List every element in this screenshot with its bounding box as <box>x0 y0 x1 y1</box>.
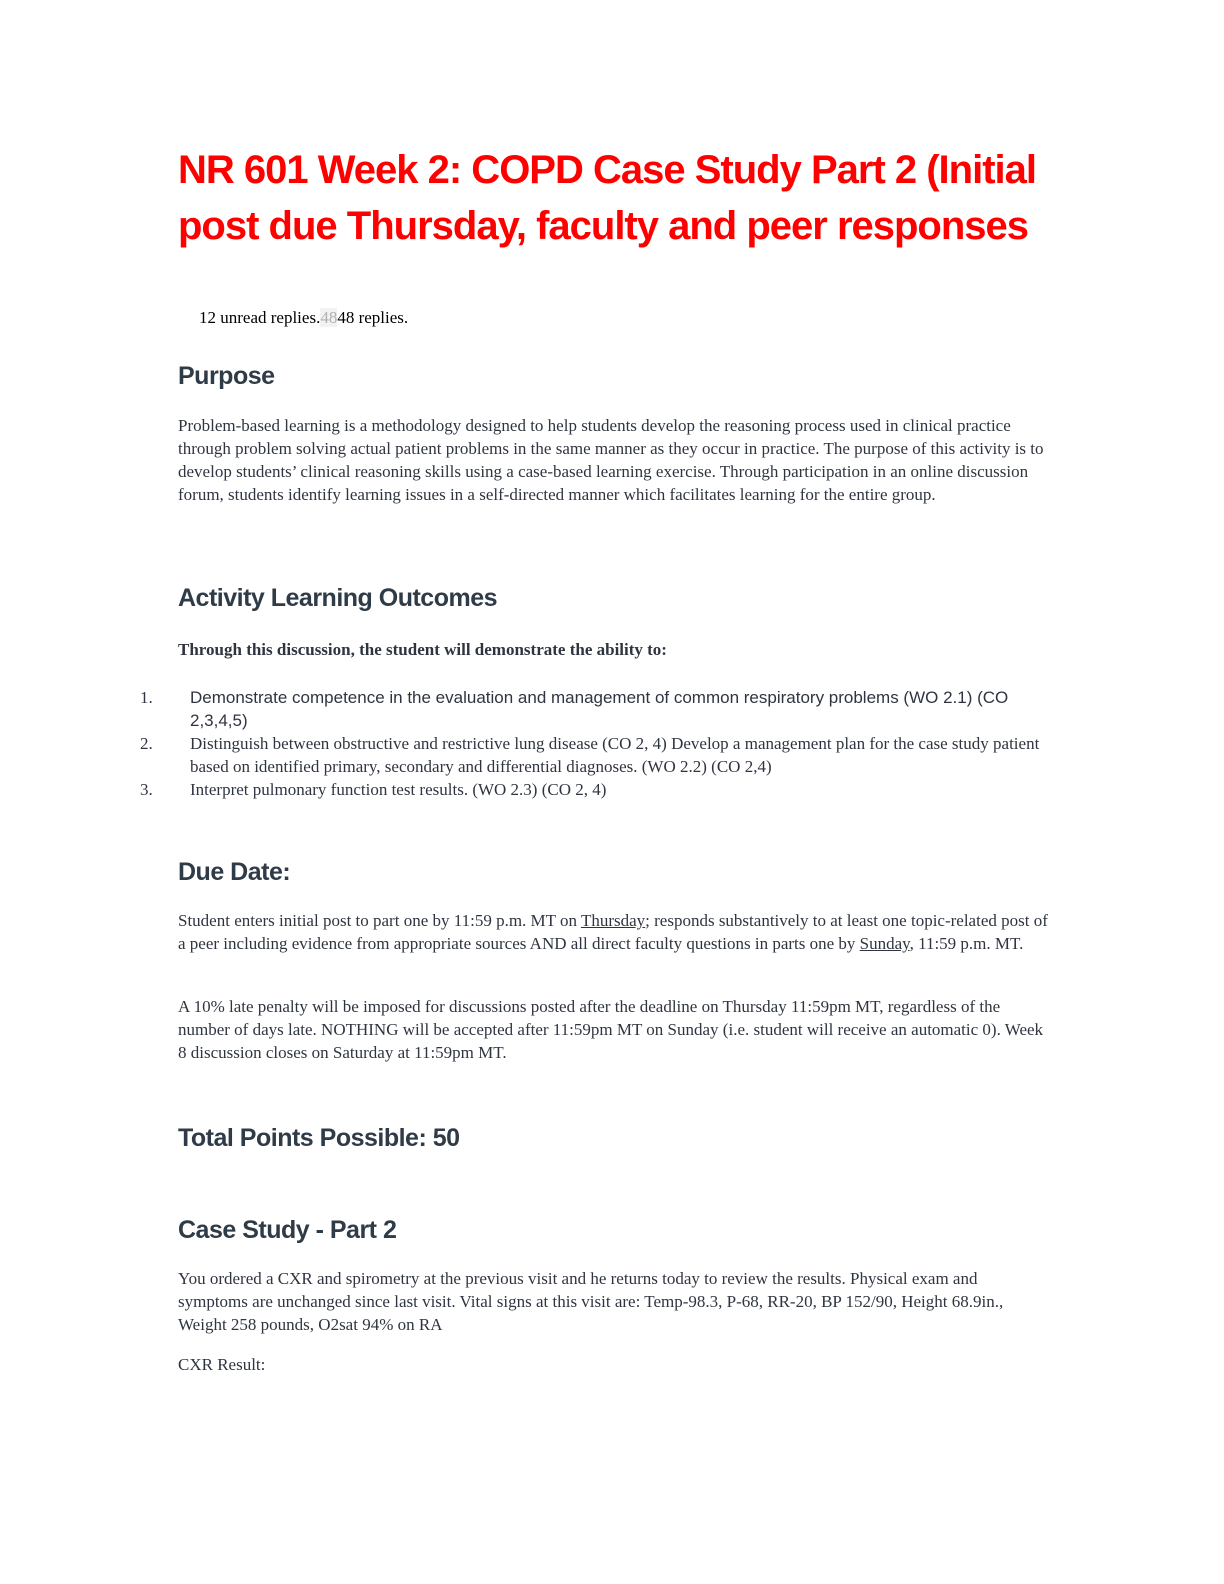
due-date-body <box>178 909 1048 955</box>
due-date-heading: Due Date: <box>178 858 291 886</box>
total-replies-count[interactable]: 48 replies. <box>337 308 409 327</box>
purpose-body: Problem-based learning is a methodology designed to help students develop the reasoning process used in clinical practice through problem solving actual patient problems in the same manner as they occur in practice. The purpose of this activity is to develop students’ clinical reasoning skills using a case-based learning exercise. Through participation in an online discussion forum, students identify learning issues in a self-directed manner which facilitates learning for the entire group. <box>178 416 1044 504</box>
reply-counts <box>199 308 408 328</box>
unread-replies-count[interactable]: 12 unread replies. <box>199 308 321 327</box>
thursday-link[interactable]: Thursday <box>580 911 646 930</box>
total-points-heading: Total Points Possible: 50 <box>178 1124 460 1152</box>
cxr-result-label: CXR Result: <box>178 1355 266 1374</box>
outcome-number: 1. <box>140 688 153 707</box>
outcomes-heading: Activity Learning Outcomes <box>178 584 498 612</box>
due-date-text: Student enters initial post to part one by 11:59 p.m. MT on <box>178 911 581 930</box>
due-date-text: , 11:59 p.m. MT. <box>909 934 1024 953</box>
case-study-body: You ordered a CXR and spirometry at the previous visit and he returns today to review the results. Physical exam and symptoms are unchanged since last visit. Vital signs at this visit are: Temp-98.3, P-68, RR-20, BP 152/90, Height 68.9in., Weight 258 pounds, O2sat 94% on RA <box>178 1269 1004 1334</box>
outcome-text: Distinguish between obstructive and restrictive lung disease (CO 2, 4) Develop a management plan for the case study patient based on identified primary, secondary and differential diagnoses. (WO 2.2) (CO 2,4) <box>190 734 1040 776</box>
outcome-text: Demonstrate competence in the evaluation and management of common respiratory problems (WO 2.1) (CO 2,3,4,5) <box>190 688 1009 730</box>
faded-reply-count: 48 <box>320 308 338 327</box>
outcomes-lead: Through this discussion, the student will demonstrate the ability to: <box>178 640 667 659</box>
outcomes-list <box>140 686 1040 801</box>
outcome-number: 2. <box>140 734 153 753</box>
sunday-link[interactable]: Sunday <box>859 934 910 953</box>
outcome-text: Interpret pulmonary function test results. (WO 2.3) (CO 2, 4) <box>190 780 607 799</box>
outcome-item <box>140 732 1040 778</box>
page-title: NR 601 Week 2: COPD Case Study Part 2 (Initial post due Thursday, faculty and peer responses <box>178 148 1037 248</box>
late-penalty-body: A 10% late penalty will be imposed for discussions posted after the deadline on Thursday 11:59pm MT, regardless of the number of days late. NOTHING will be accepted after 11:59pm MT on Sunday (i.e. student will receive an automatic 0). Week 8 discussion closes on Saturday at 11:59pm MT. <box>178 997 1044 1062</box>
outcome-item <box>140 686 1040 732</box>
outcome-number: 3. <box>140 780 153 799</box>
due-date-text: ; responds substantively to at least one topic-related post of a peer including evidence from appropriate sources AND all direct faculty questions in parts one by <box>178 911 1048 953</box>
purpose-heading: Purpose <box>178 362 275 390</box>
case-study-heading: Case Study - Part 2 <box>178 1216 397 1244</box>
outcome-item <box>140 778 1040 801</box>
